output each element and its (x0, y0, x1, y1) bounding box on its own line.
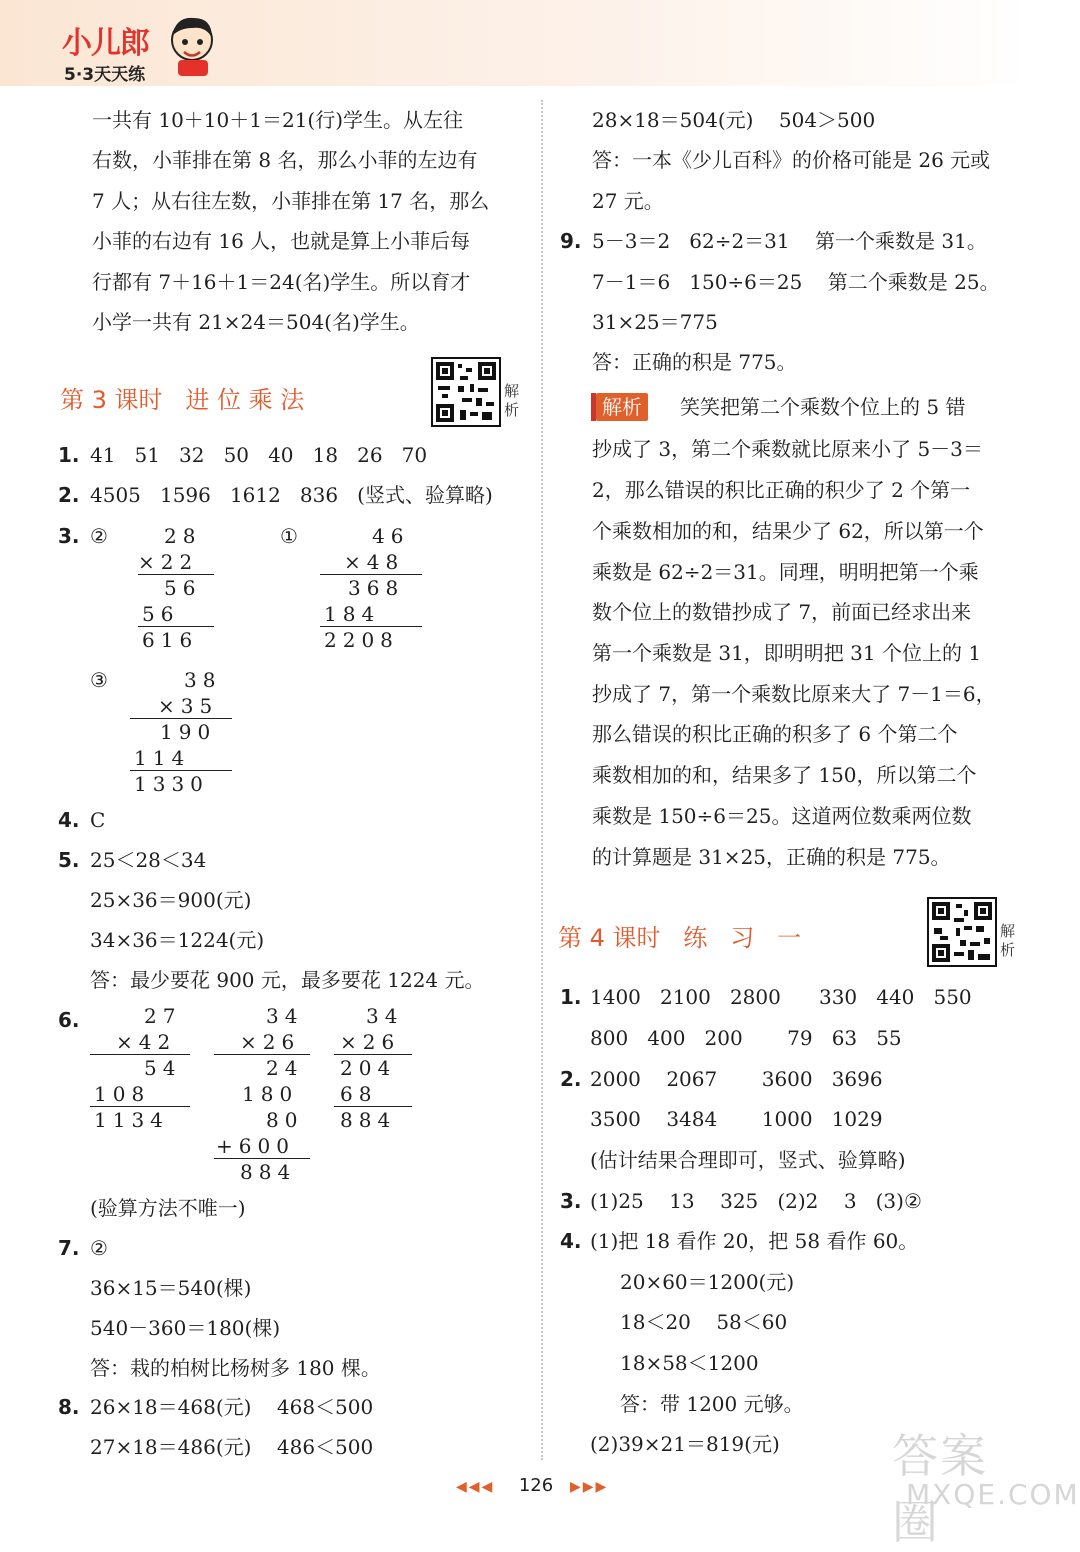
question-number: 6. (58, 1008, 80, 1032)
vertical-calc-row: ×26 (340, 1030, 401, 1054)
answer-text: 18＜20 58＜60 (620, 1310, 788, 1334)
vertical-calc-row: 368 (348, 576, 405, 600)
answer-text: 28×18＝504(元) 504＞500 (592, 108, 876, 132)
intro-line: 小菲的右边有 16 人，也就是算上小菲后每 (92, 229, 471, 253)
question-number: 1. (58, 443, 80, 467)
calc-line (130, 718, 232, 719)
answer-text: (1)25 13 325 (2)2 3 (3)② (590, 1189, 922, 1213)
calc-line (334, 1106, 412, 1107)
qr-label: 解析 (504, 382, 520, 419)
vertical-calc-row: 46 (372, 524, 410, 548)
vertical-calc-row: 180 (242, 1082, 299, 1106)
vertical-calc-row: 108 (94, 1082, 151, 1106)
intro-line: 行都有 7＋16＋1＝24(名)学生。所以育才 (92, 270, 471, 294)
question-number: 1. (560, 985, 582, 1009)
choice-mark: ② (90, 524, 108, 548)
answer-text: 540－360＝180(棵) (90, 1316, 281, 1340)
section-title-lesson4: 第 4 课时 练 习 一 (558, 924, 802, 952)
calc-line (90, 1106, 190, 1107)
analysis-line: 第一个乘数是 31，即明明把 31 个位上的 1 (592, 641, 982, 665)
answer-text: ② (90, 1236, 108, 1260)
brand-name: 小儿郎 (62, 26, 149, 61)
analysis-line: 笑笑把第二个乘数个位上的 5 错 (680, 395, 966, 419)
vertical-calc-row: ×35 (158, 694, 219, 718)
analysis-line: 乘数是 150÷6＝25。这道两位数乘两位数 (592, 804, 972, 828)
page-next-arrows-icon: ▶▶▶ (570, 1479, 609, 1495)
vertical-calc-row: 68 (340, 1082, 378, 1106)
analysis-line: 乘数相加的和，结果多了 150，所以第二个 (592, 763, 977, 787)
vertical-calc-row: 184 (324, 602, 381, 626)
question-number: 4. (58, 808, 80, 832)
watermark: 答案圈 (892, 1429, 988, 1549)
vertical-calc-row: 190 (160, 720, 217, 744)
answer-text: 答：栽的柏树比杨树多 180 棵。 (90, 1356, 381, 1380)
vertical-calc-row: 38 (184, 668, 222, 692)
intro-line: 7 人；从右往左数，小菲排在第 17 名，那么 (92, 189, 490, 213)
answer-text: 18×58＜1200 (620, 1351, 759, 1375)
vertical-calc-row: ×42 (116, 1030, 177, 1054)
calc-line (138, 626, 214, 627)
vertical-calc-row: 1134 (94, 1108, 169, 1132)
vertical-calc-row: 114 (134, 746, 191, 770)
answer-text: 31×25＝775 (592, 310, 718, 334)
calc-line (320, 626, 422, 627)
series-name: 5·3天天练 (64, 65, 146, 85)
brand-logo (56, 16, 216, 86)
answer-text: 800 400 200 79 63 55 (590, 1026, 902, 1050)
answer-text: 25×36＝900(元) (90, 888, 252, 912)
vertical-calc-row: 56 (142, 602, 180, 626)
section-title-lesson3: 第 3 课时 进 位 乘 法 (60, 386, 305, 414)
page-number: 126 (518, 1475, 554, 1496)
question-number: 7. (58, 1236, 80, 1260)
calc-line (320, 574, 422, 575)
intro-line: 小学一共有 21×24＝504(名)学生。 (92, 310, 420, 334)
vertical-calc-row: 884 (240, 1160, 297, 1184)
question-number: 2. (58, 483, 80, 507)
qr-code-icon[interactable] (928, 898, 1000, 966)
vertical-calc-row: ×48 (344, 550, 405, 574)
calc-line (214, 1054, 310, 1055)
analysis-line: 数个位上的数错抄成了 7，前面已经求出来 (592, 600, 972, 624)
question-number: 8. (58, 1395, 80, 1419)
answer-text: 答：带 1200 元够。 (620, 1392, 804, 1416)
answer-text: 7－1＝6 150÷6＝25 第二个乘数是 25。 (592, 270, 1000, 294)
answer-text: 25＜28＜34 (90, 848, 207, 872)
vertical-calc-row: 2208 (324, 628, 399, 652)
question-number: 4. (560, 1229, 582, 1253)
answer-text: (估计结果合理即可，竖式、验算略) (590, 1148, 906, 1172)
answer-text: 1400 2100 2800 330 440 550 (590, 985, 972, 1009)
choice-mark: ① (280, 524, 298, 548)
question-number: 2. (560, 1067, 582, 1091)
calc-line (90, 1054, 190, 1055)
answer-text: 41 51 32 50 40 18 26 70 (90, 443, 428, 467)
analysis-line: 个乘数相加的和，结果少了 62，所以第一个 (592, 519, 984, 543)
answer-text: (2)39×21＝819(元) (590, 1432, 780, 1456)
answer-text: (1)把 18 看作 20，把 58 看作 60。 (590, 1229, 919, 1253)
answer-text: 27 元。 (592, 189, 664, 213)
answer-text: 27×18＝486(元) 486＜500 (90, 1435, 374, 1459)
vertical-calc-row: 204 (340, 1056, 397, 1080)
intro-line: 一共有 10＋10＋1＝21(行)学生。从左往 (92, 108, 464, 132)
analysis-line: 抄成了 3，第二个乘数就比原来小了 5－3＝ (592, 437, 983, 461)
answer-text: 20×60＝1200(元) (620, 1270, 795, 1294)
vertical-calc-row: 884 (340, 1108, 397, 1132)
question-number: 3. (58, 524, 80, 548)
analysis-line: 抄成了 7，第一个乘数比原来大了 7－1＝6， (592, 682, 996, 706)
calc-line (214, 1158, 310, 1159)
vertical-calc-row: 54 (144, 1056, 182, 1080)
vertical-calc-row: 1330 (134, 772, 209, 796)
mascot-icon (162, 12, 222, 78)
vertical-calc-row: 56 (164, 576, 202, 600)
answer-text: 答：正确的积是 775。 (592, 350, 797, 374)
qr-label: 解析 (1000, 922, 1016, 959)
choice-mark: ③ (90, 668, 108, 692)
answer-text: 34×36＝1224(元) (90, 928, 265, 952)
answer-text: 3500 3484 1000 1029 (590, 1107, 883, 1131)
vertical-calc-row: ×22 (138, 550, 199, 574)
vertical-calc-row: +600 (216, 1134, 295, 1158)
watermark-url: MXQE.COM (906, 1478, 1080, 1511)
answer-text: 答：一本《少儿百科》的价格可能是 26 元或 (592, 148, 991, 172)
answer-text: 36×15＝540(棵) (90, 1276, 252, 1300)
answer-text: 答：最少要花 900 元，最多要花 1224 元。 (90, 968, 485, 992)
vertical-calc-row: 34 (266, 1004, 304, 1028)
calc-line (138, 574, 214, 575)
analysis-line: 乘数是 62÷2＝31。同理，明明把第一个乘 (592, 560, 979, 584)
analysis-line: 2，那么错误的积比正确的积少了 2 个第一 (592, 478, 971, 502)
vertical-calc-row: 616 (142, 628, 199, 652)
question-number: 3. (560, 1189, 582, 1213)
calc-line (130, 770, 232, 771)
vertical-calc-row: 28 (164, 524, 202, 548)
answer-text: C (90, 808, 106, 832)
page-prev-arrows-icon: ◀◀◀ (456, 1479, 495, 1495)
answer-text: 26×18＝468(元) 468＜500 (90, 1395, 374, 1419)
intro-line: 右数，小菲排在第 8 名，那么小菲的左边有 (92, 148, 478, 172)
analysis-tag: 解析 (596, 393, 648, 421)
analysis-line: 的计算题是 31×25，正确的积是 775。 (592, 845, 951, 869)
vertical-calc-row: ×26 (240, 1030, 301, 1054)
calc-line (334, 1054, 412, 1055)
vertical-calc-row: 27 (144, 1004, 182, 1028)
question-number: 5. (58, 848, 80, 872)
qr-code-icon[interactable] (432, 358, 504, 426)
answer-text: 5－3＝2 62÷2＝31 第一个乘数是 31。 (592, 229, 987, 253)
analysis-line: 那么错误的积比正确的积多了 6 个第二个 (592, 722, 958, 746)
vertical-calc-row: 80 (266, 1108, 304, 1132)
column-divider (541, 100, 543, 1460)
vertical-calc-row: 24 (266, 1056, 304, 1080)
question-number: 9. (560, 229, 582, 253)
answer-text: 2000 2067 3600 3696 (590, 1067, 883, 1091)
answer-note: (验算方法不唯一) (90, 1196, 246, 1220)
answer-text: 4505 1596 1612 836 (竖式、验算略) (90, 483, 493, 507)
vertical-calc-row: 34 (366, 1004, 404, 1028)
